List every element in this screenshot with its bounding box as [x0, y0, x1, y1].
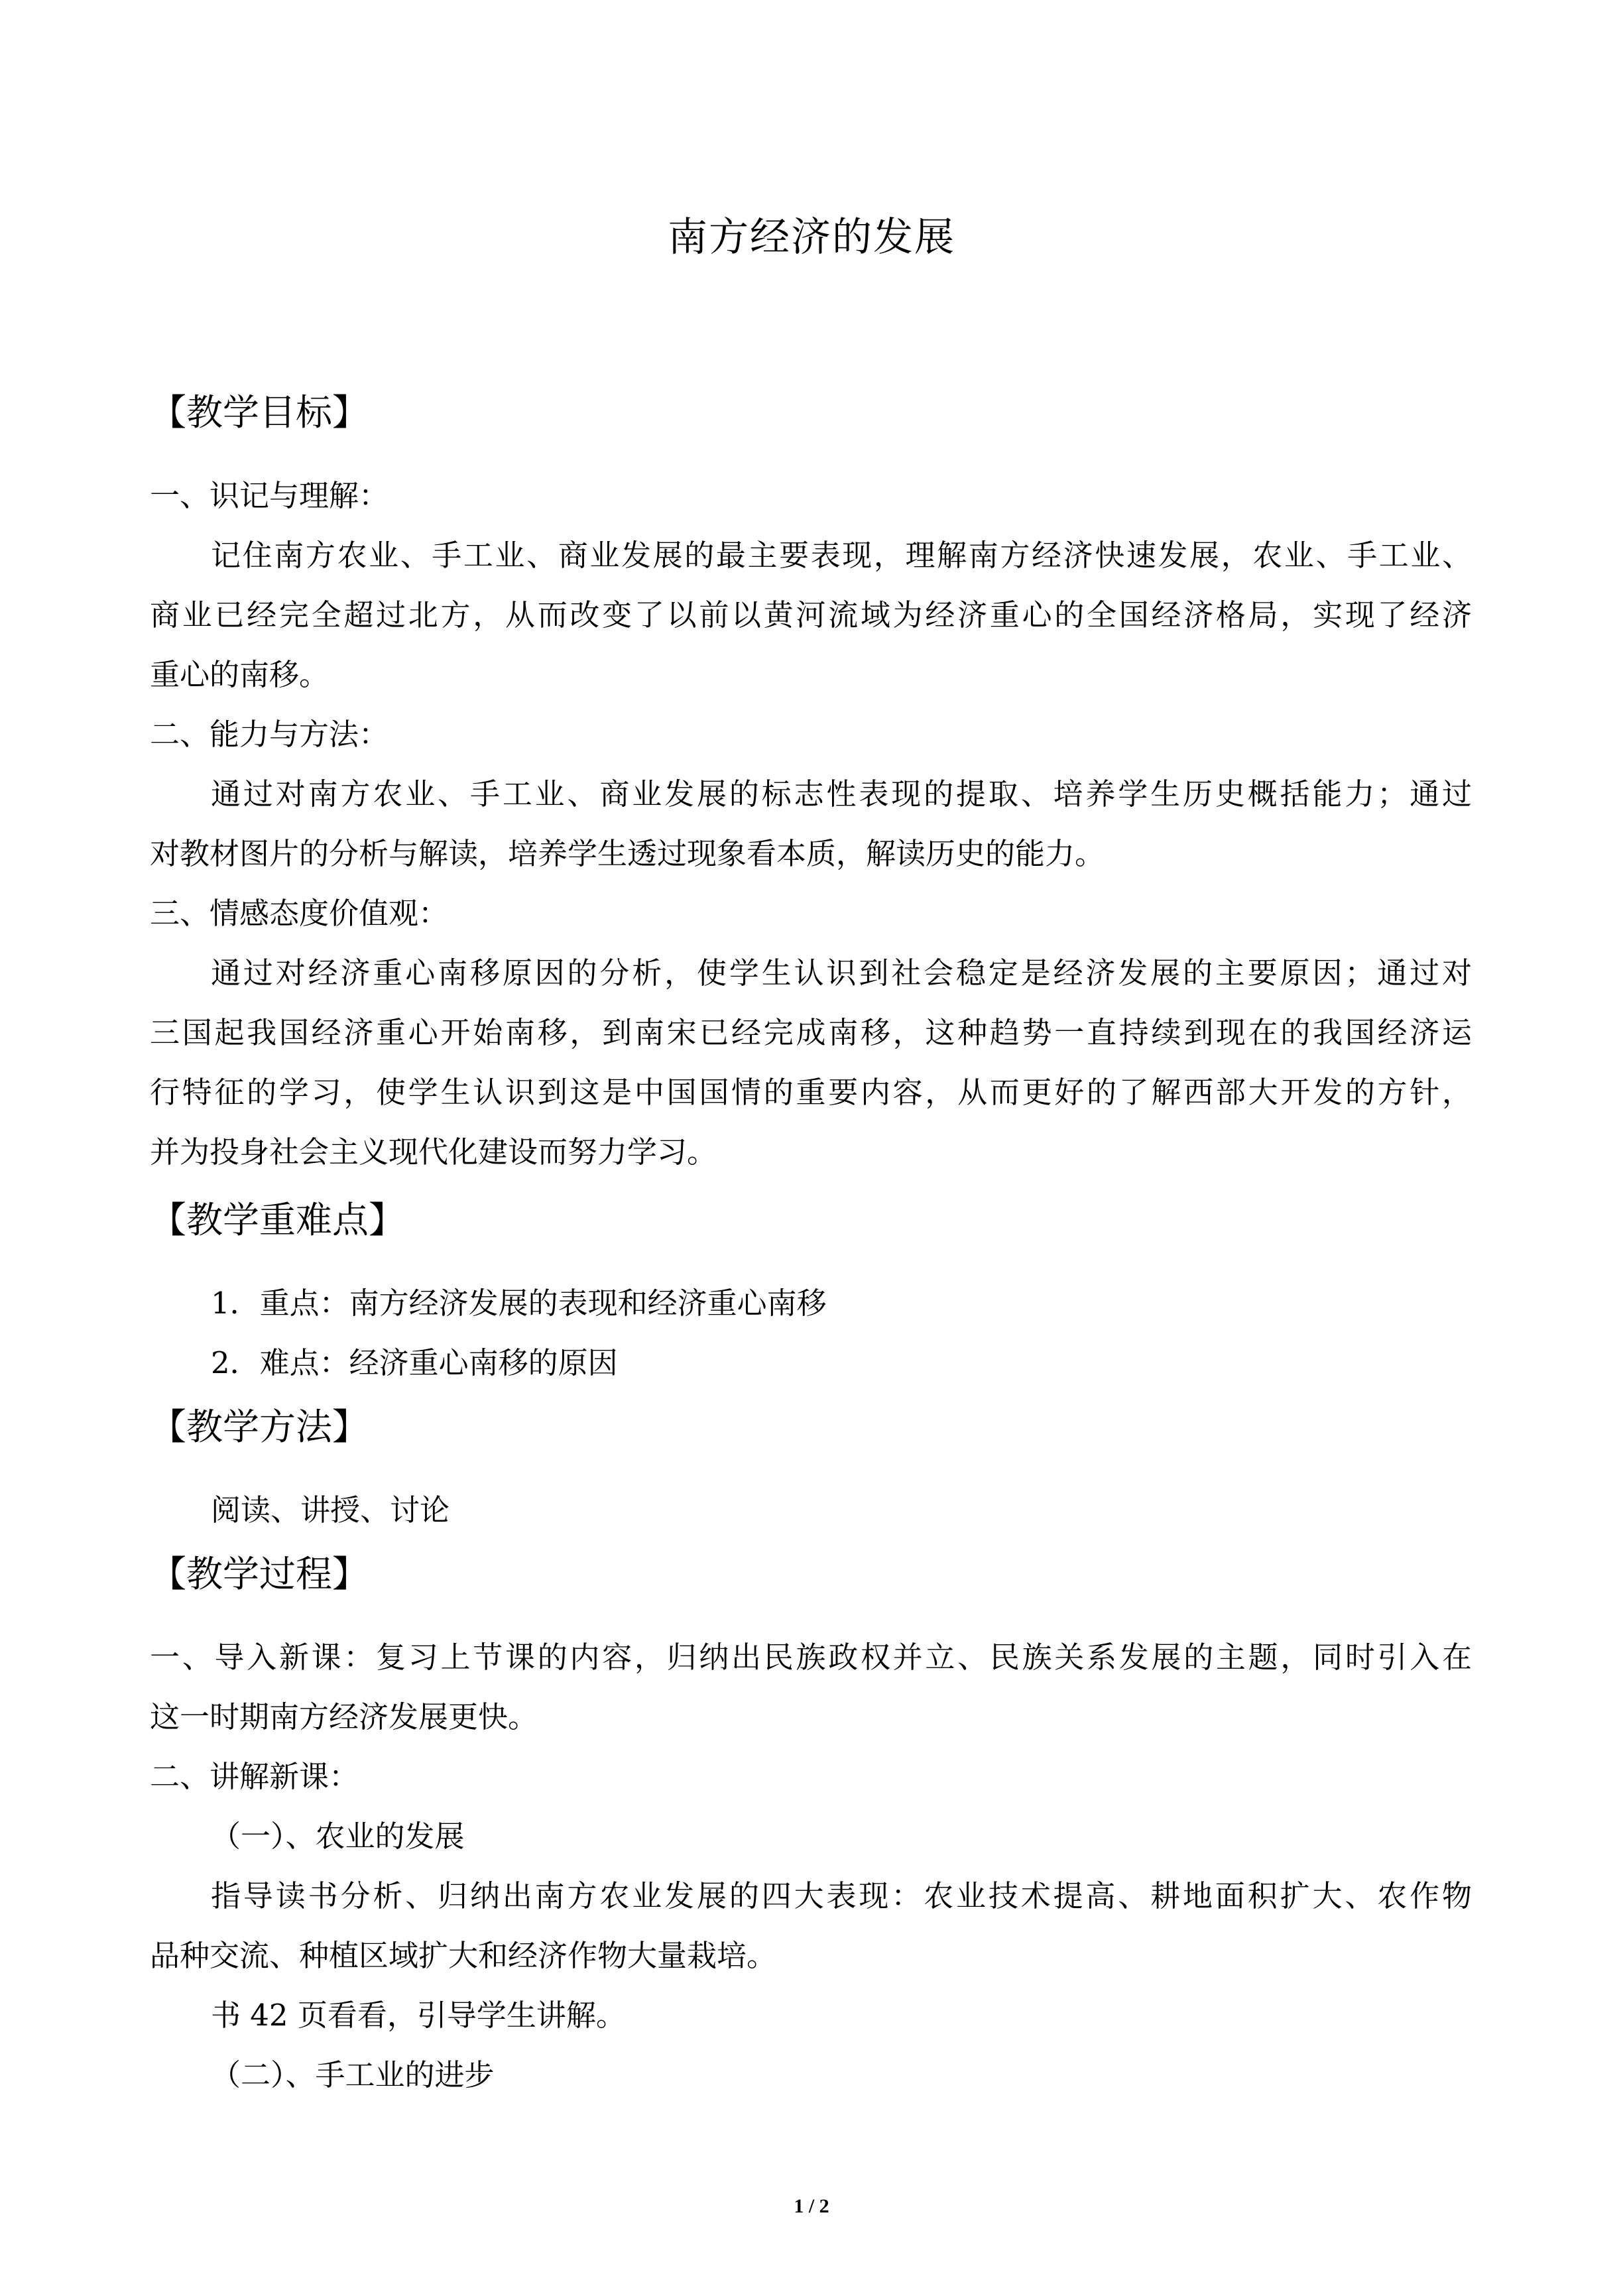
objectives-p3-line3: 行特征的学习，使学生认识到这是中国国情的重要内容，从而更好的了解西部大开发的方针， — [150, 1075, 1472, 1110]
process-p1-line1: 一、导入新课：复习上节课的内容，归纳出民族政权并立、民族关系发展的主题，同时引入在 — [150, 1640, 1472, 1675]
process-part1-title: （一）、农业的发展 — [211, 1819, 465, 1854]
document-title: 南方经济的发展 — [668, 214, 955, 261]
objectives-sub3: 三、情感态度价值观： — [150, 896, 449, 931]
process-part1-note: 书 42 页看看，引导学生讲解。 — [211, 1998, 626, 2033]
objectives-p2-line2: 对教材图片的分析与解读，培养学生透过现象看本质，解读历史的能力。 — [150, 836, 1105, 871]
heading-process: 【教学过程】 — [150, 1553, 369, 1595]
objectives-p3-line4: 并为投身社会主义现代化建设而努力学习。 — [150, 1134, 717, 1170]
objectives-sub2: 二、能力与方法： — [150, 717, 389, 752]
objectives-p3-line2: 三国起我国经济重心开始南移，到南宋已经完成南移，这种趋势一直持续到现在的我国经济运 — [150, 1015, 1472, 1050]
process-sub2: 二、讲解新课： — [150, 1759, 359, 1794]
heading-key-points: 【教学重难点】 — [150, 1199, 406, 1241]
methods-text: 阅读、讲授、讨论 — [211, 1492, 450, 1528]
page-number: 1 / 2 — [794, 2195, 829, 2217]
heading-objectives: 【教学目标】 — [150, 391, 369, 434]
objectives-p3-line1: 通过对经济重心南移原因的分析，使学生认识到社会稳定是经济发展的主要原因；通过对 — [211, 955, 1472, 991]
objectives-sub1: 一、识记与理解： — [150, 478, 389, 513]
key-point-2: 2．难点：经济重心南移的原因 — [211, 1345, 618, 1380]
process-part2-title: （二）、手工业的进步 — [211, 2057, 495, 2092]
objectives-p1-line3: 重心的南移。 — [150, 657, 330, 692]
key-point-1: 1．重点：南方经济发展的表现和经济重心南移 — [211, 1286, 827, 1321]
objectives-p1-line2: 商业已经完全超过北方，从而改变了以前以黄河流域为经济重心的全国经济格局，实现了经济 — [150, 597, 1472, 633]
heading-methods: 【教学方法】 — [150, 1406, 369, 1448]
objectives-p1-line1: 记住南方农业、手工业、商业发展的最主要表现，理解南方经济快速发展，农业、手工业、 — [211, 538, 1472, 573]
process-part1-line2: 品种交流、种植区域扩大和经济作物大量栽培。 — [150, 1938, 777, 1973]
process-p1-line2: 这一时期南方经济发展更快。 — [150, 1699, 538, 1734]
process-part1-line1: 指导读书分析、归纳出南方农业发展的四大表现：农业技术提高、耕地面积扩大、农作物 — [211, 1878, 1472, 1913]
objectives-p2-line1: 通过对南方农业、手工业、商业发展的标志性表现的提取、培养学生历史概括能力；通过 — [211, 776, 1472, 812]
